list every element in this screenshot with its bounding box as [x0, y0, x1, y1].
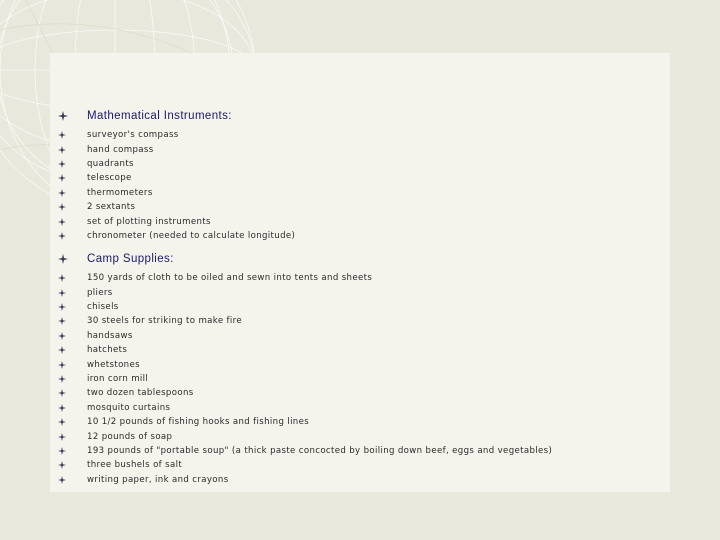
four-point-star-icon — [58, 461, 87, 469]
list-item-text: 150 yards of cloth to be oiled and sewn into tents and sheets — [87, 273, 373, 284]
list-item — [58, 286, 698, 300]
list-item — [58, 214, 698, 228]
list-item — [58, 372, 698, 386]
list-item — [58, 300, 698, 314]
four-point-star-icon — [58, 146, 87, 154]
list-item-text: hand compass — [87, 144, 154, 155]
four-point-star-icon — [58, 289, 87, 297]
list-item — [58, 229, 698, 243]
four-point-star-icon — [58, 418, 87, 426]
list-item-text: 2 sextants — [87, 202, 136, 213]
list-item — [58, 429, 698, 443]
section-heading-text: Mathematical Instruments: — [87, 109, 232, 122]
list-item-text: set of plotting instruments — [87, 216, 211, 227]
list-item-text: whetstones — [87, 359, 140, 370]
list-item-text: 12 pounds of soap — [87, 431, 173, 442]
list-item-text: handsaws — [87, 330, 133, 341]
list-item-text: quadrants — [87, 158, 134, 169]
list-item — [58, 186, 698, 200]
four-point-star-icon — [58, 476, 87, 484]
list-item-text: chisels — [87, 302, 119, 313]
four-point-star-icon — [58, 317, 87, 325]
four-point-star-icon — [58, 346, 87, 354]
list-item-text: two dozen tablespoons — [87, 388, 194, 399]
list-item — [58, 473, 698, 487]
list-item-text: telescope — [87, 173, 132, 184]
four-point-star-icon — [58, 232, 87, 240]
list-item — [58, 171, 698, 185]
four-point-star-icon — [58, 218, 87, 226]
four-point-star-icon — [58, 203, 87, 211]
four-point-star-icon — [58, 160, 87, 168]
four-point-star-icon — [58, 131, 87, 139]
four-point-star-icon — [58, 189, 87, 197]
list-item-text: mosquito curtains — [87, 402, 171, 413]
four-point-star-icon — [58, 433, 87, 441]
four-point-star-icon — [58, 303, 87, 311]
list-item-text: 30 steels for striking to make fire — [87, 316, 242, 327]
list-item — [58, 357, 698, 371]
list-item-text: three bushels of salt — [87, 460, 183, 471]
list-item — [58, 415, 698, 429]
list-item — [58, 200, 698, 214]
four-point-star-icon — [58, 274, 87, 282]
four-point-star-icon — [58, 404, 87, 412]
list-item-text: hatchets — [87, 345, 128, 356]
four-point-star-icon — [58, 375, 87, 383]
list-item — [58, 386, 698, 400]
four-point-star-icon — [58, 332, 87, 340]
list-item — [58, 314, 698, 328]
list-item-text: writing paper, ink and crayons — [87, 474, 229, 485]
list-item — [58, 142, 698, 156]
list-item-text: surveyor's compass — [87, 130, 179, 141]
list-item — [58, 444, 698, 458]
list-item — [58, 157, 698, 171]
list-item — [58, 401, 698, 415]
list-item — [58, 329, 698, 343]
list-item — [58, 458, 698, 472]
four-point-star-icon — [58, 447, 87, 455]
list-item-text: 10 1/2 pounds of fishing hooks and fishing lines — [87, 417, 310, 428]
list-item — [58, 343, 698, 357]
four-point-star-icon — [58, 111, 87, 121]
list-item — [58, 271, 698, 285]
list-item-text: 193 pounds of "portable soup" (a thick paste concocted by boiling down beef, eggs and vegetables) — [87, 446, 553, 456]
supply-list — [58, 104, 698, 487]
list-item-text: pliers — [87, 287, 113, 298]
list-item-text: chronometer (needed to calculate longitude) — [87, 230, 296, 241]
section-heading-mathematical-instruments — [58, 104, 698, 127]
four-point-star-icon — [58, 254, 87, 264]
section-heading-camp-supplies — [58, 247, 698, 270]
four-point-star-icon — [58, 389, 87, 397]
four-point-star-icon — [58, 174, 87, 182]
list-item-text: iron corn mill — [87, 374, 149, 385]
section-heading-text: Camp Supplies: — [87, 252, 174, 265]
four-point-star-icon — [58, 361, 87, 369]
list-item-text: thermometers — [87, 187, 153, 198]
list-item — [58, 128, 698, 142]
